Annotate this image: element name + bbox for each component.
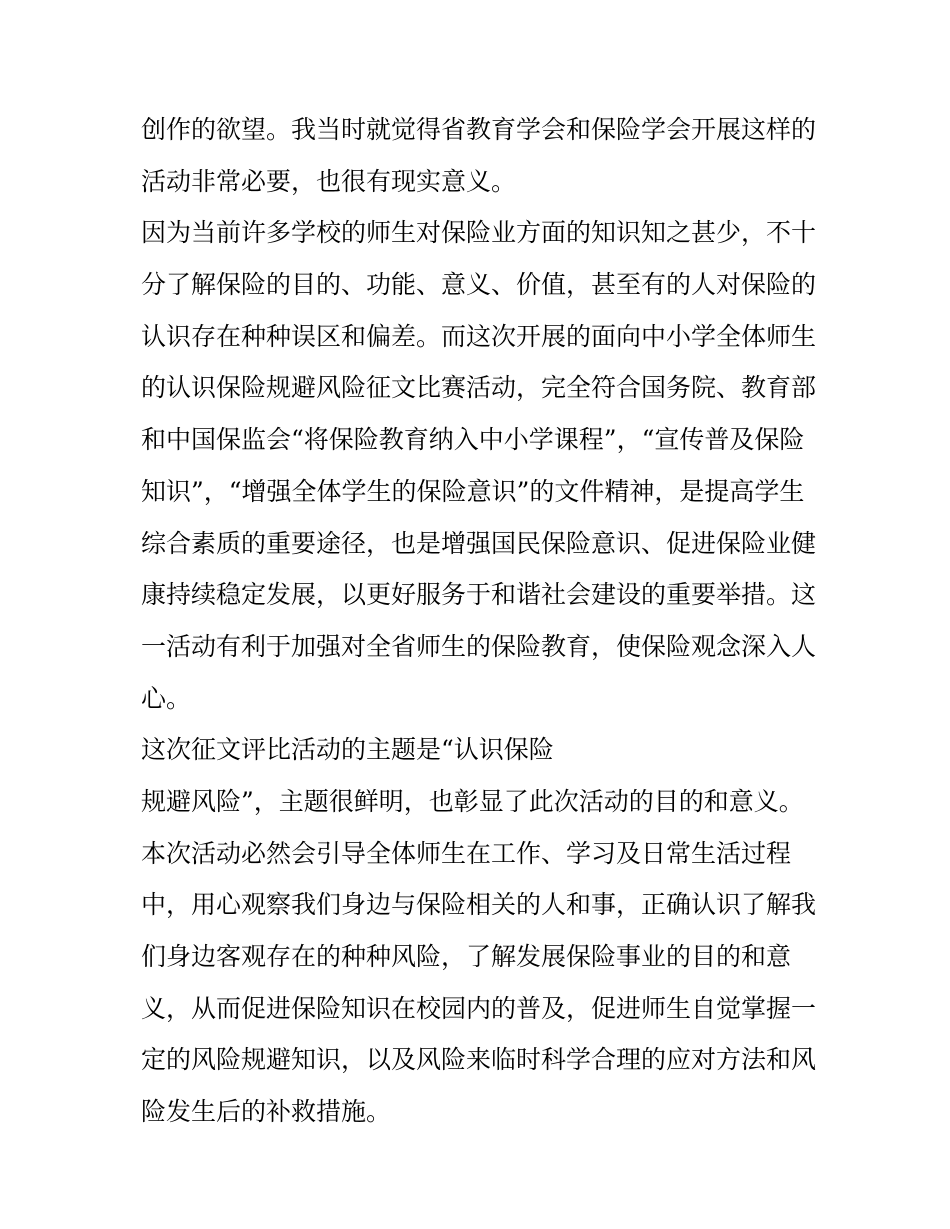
text-line: 因为当前许多学校的师生对保险业方面的知识知之甚少，不十 bbox=[141, 218, 817, 248]
text-line: 综合素质的重要途径，也是增强国民保险意识、促进保险业健 bbox=[141, 528, 817, 558]
text-line: 的认识保险规避风险征文比赛活动，完全符合国务院、教育部 bbox=[141, 373, 817, 403]
text-line: 一活动有利于加强对全省师生的保险教育，使保险观念深入人 bbox=[141, 631, 817, 661]
text-line: 知识”，“增强全体学生的保险意识”的文件精神，是提高学生 bbox=[141, 476, 805, 506]
text-line: 创作的欲望。我当时就觉得省教育学会和保险学会开展这样的 bbox=[141, 115, 817, 144]
text-line: 规避风险”，主题很鲜明，也彰显了此次活动的目的和意义。 bbox=[141, 786, 804, 816]
text-line: 和中国保监会“将保险教育纳入中小学课程”，“宣传普及保险 bbox=[141, 425, 805, 455]
text-line: 定的风险规避知识，以及风险来临时科学合理的应对方法和风 bbox=[141, 1045, 817, 1075]
text-line: 本次活动必然会引导全体师生在工作、学习及日常生活过程 bbox=[141, 838, 792, 868]
text-line: 活动非常必要，也很有现实意义。 bbox=[141, 166, 517, 196]
text-line: 们身边客观存在的种种风险，了解发展保险事业的目的和意 bbox=[141, 942, 792, 971]
text-line: 认识存在种种误区和偏差。而这次开展的面向中小学全体师生 bbox=[141, 321, 817, 351]
text-line: 心。 bbox=[141, 683, 192, 713]
text-line: 康持续稳定发展，以更好服务于和谐社会建设的重要举措。这 bbox=[141, 580, 817, 610]
text-line: 中，用心观察我们身边与保险相关的人和事，正确认识了解我 bbox=[141, 890, 817, 920]
text-line: 险发生后的补救措施。 bbox=[141, 1097, 392, 1127]
text-line: 义，从而促进保险知识在校园内的普及，促进师生自觉掌握一 bbox=[141, 993, 817, 1023]
body-text bbox=[141, 104, 821, 1138]
text-line: 这次征文评比活动的主题是“认识保险 bbox=[141, 735, 554, 765]
text-line: 分了解保险的目的、功能、意义、价值，甚至有的人对保险的 bbox=[141, 270, 817, 300]
